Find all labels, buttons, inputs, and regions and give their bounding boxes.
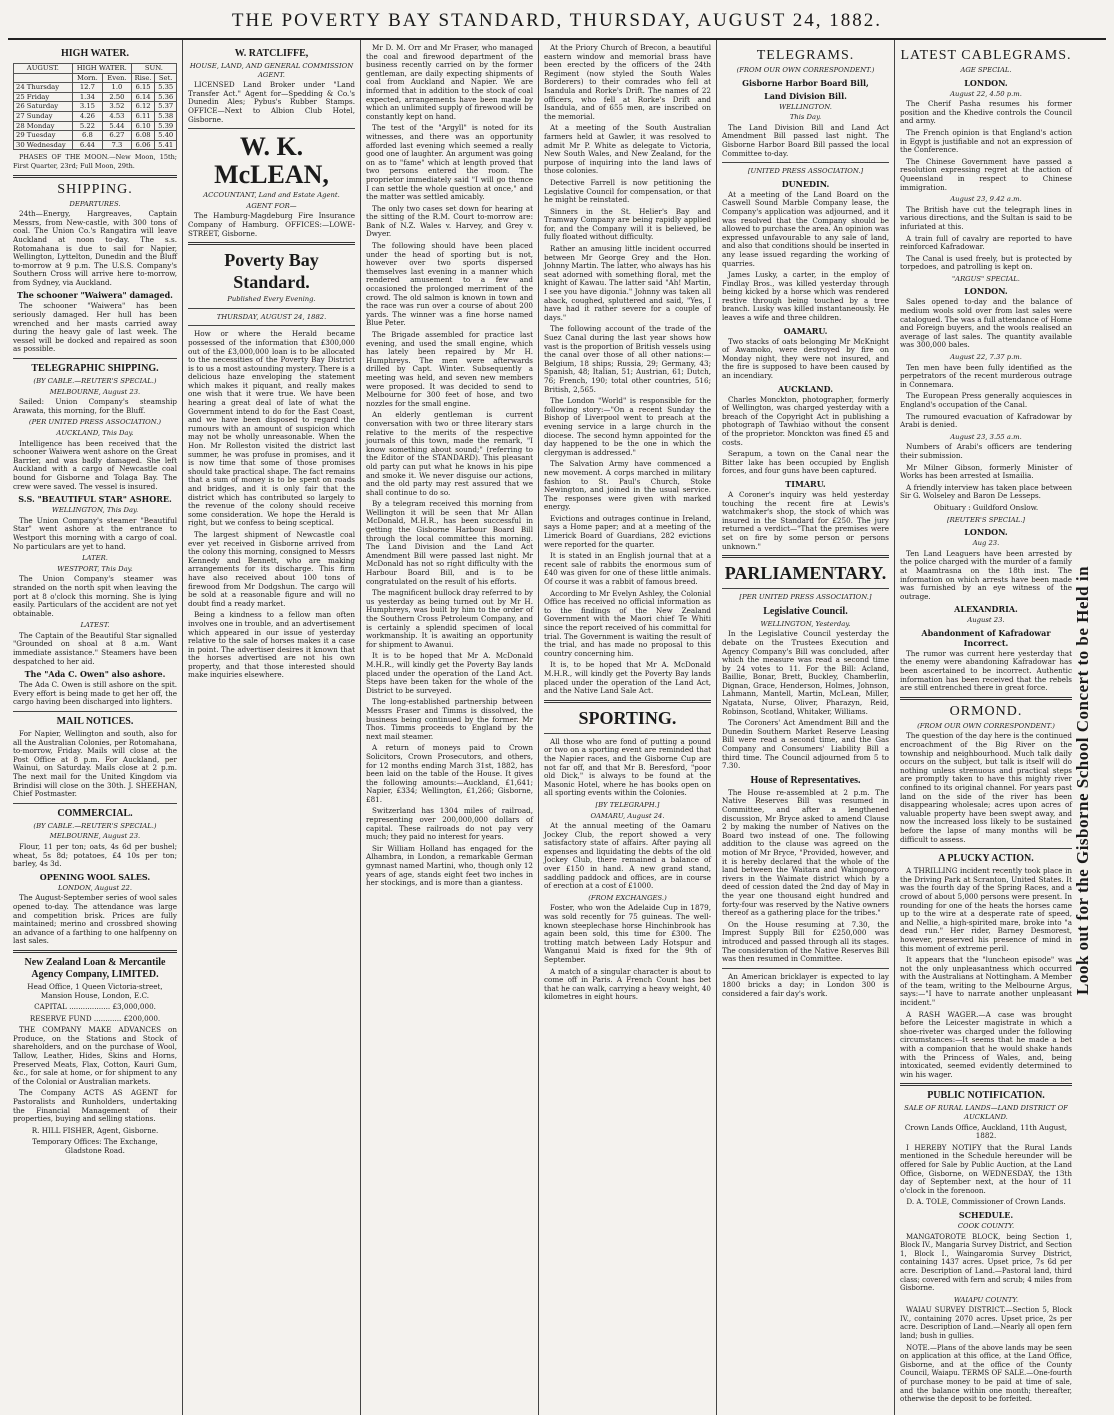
tide-cell: 6.8 (72, 131, 102, 141)
schedule-title: SCHEDULE. (958, 1209, 1014, 1220)
plucky-title: A PLUCKY ACTION. (938, 853, 1034, 865)
telegrams-title: TELEGRAMS. (756, 48, 855, 63)
nz-loan-text: THE COMPANY MAKE ADVANCES on Produce, on the Stations and Stock of shareholders, and on the purchase of Wool, Tallow, Leather, Hides, Skins and Horns, Preserved Meats, Flax, Cotton, Kauri Gum, &c., for sale at home, or for shipment to any of the Colonial or Australian markets. (13, 1025, 177, 1086)
tide-cell: 6.14 (131, 92, 155, 102)
london-dateline: LONDON. (964, 77, 1008, 88)
cable-date: August 23. (967, 616, 1005, 625)
tide-cell: 25 Friday (14, 92, 73, 102)
kafradowar-head: Abandonment of Kafradowar Incorrect. (921, 627, 1051, 648)
cable-item: The Cherif Pasha resumes his former position and the Khedive controls the Council and army. (900, 99, 1072, 126)
nz-loan-office: Head Office, 1 Queen Victoria-street, Mansion House, London, E.C. (27, 981, 163, 1000)
schedule-note: NOTE.—Plans of the above lands may be seen on application at this office, at the Land Office, Gisborne, and at the office of the County Council, Waiapu. TERMS OF SALE.—One-fourth of purchase money to be paid at time of sale, and the balance within one month; thereafter, otherwise the deposit to be forfeited. (900, 1343, 1072, 1404)
tide-header: SUN. (131, 64, 176, 74)
tide-header-row (14, 64, 177, 74)
melbourne-text: Sailed: Union Company's steamship Arawata, this morning, for the Bluff. (13, 397, 177, 415)
plucky-text-2: It appears that the "luncheon episode" was not the only unpleasantness which occurred with the Australians at Nottingham. A Member of the team, writing to the Melbourne Argus, says:—"I have to narrate another unpleasant incident." (900, 955, 1072, 1008)
local-item: The magnificent bullock dray referred to by us yesterday as being turned out by Mr H. Humphreys, was built by him to the order of the Southern Cross Petroleum Company, and is certainly a splendid specimen of local workmanship. It is awaiting an opportunity for shipment to Awanui. (366, 588, 533, 649)
timaru-text: A Coroner's inquiry was held yesterday touching the recent fire at Lewis's watchmaker's shop, the stock of which was insured in the Standard for £250. The jury returned a verdict—"That the premises were set on fire by some person or persons unknown." (722, 489, 889, 551)
tide-cell: 6.44 (72, 140, 102, 150)
land-bill-head: Land Division Bill. (764, 90, 847, 101)
beautiful-star-headline: S.S. "BEAUTIFUL STAR" ASHORE. (18, 494, 172, 505)
public-notice-text: I HEREBY NOTIFY that the Rural Lands mentioned in the Schedule hereunder will be offered for Sale by Public Auction, at the Land Office, Gisborne, on WEDNESDAY, the 13th day of September next, at the hour of 11 o'clock in the forenoon. (900, 1142, 1072, 1195)
local-item: It is to be hoped that Mr A. McDonald M.H.R., will kindly get the Poverty Bay lands placed under the operation of the Land Act. Steps have been taken for the whole of the District to be surveyed. (366, 651, 533, 695)
tide-row (14, 83, 177, 93)
age-special: AGE SPECIAL. (960, 66, 1012, 74)
shipping-text: 24th—Energy, Hargreaves, Captain Messrs, from New-castle, with 300 tons of coal. The Union Co.'s Rangatira will leave Auckland at noon to-day. The s.s. Rotomahana is due to sail for Napier, Wellington, Lyttelton, Dunedin and the Bluff to-morrow at 9 p.m. The U.S.S. Company's Southern Cross will arrive here to-morrow, from Sydney, via Auckland. (13, 209, 177, 287)
cook-county: COOK COUNTY. (957, 1221, 1015, 1230)
local-item: By a telegram received this morning from Wellington it will be seen that Mr Allan McDonald, M.H.R., has been successful in getting the Gisborne Harbour Board Bill through the local committee this morning. The Land Division and the Land Act Amendment Bill were passed last night. Mr McDonald has not so right difficulty with the Harbour Board Bill, and is to be congratulated on the result of his efforts. (366, 499, 533, 586)
tide-subheader-row (14, 73, 177, 83)
local-item: A return of moneys paid to Crown Solicitors, Crown Prosecutors, and others, for 12 months ending March 31st, 1882, has been laid on the table of the House. It gives the following amounts:—Auckland, £1,641; Napier, £334; Wellington, £1,266; Gisborne, £81. (366, 743, 533, 804)
column-4 (539, 40, 717, 1415)
cable-date: August 22, 7.37 p.m. (950, 353, 1022, 362)
ormond-correspondent: (FROM OUR OWN CORRESPONDENT.) (917, 721, 1055, 730)
cable-item: The European Press generally acquiesces in England's occupation of the Canal. (900, 391, 1072, 409)
nz-loan-agent: The Company ACTS AS AGENT for Pastoralists and Runholders, undertaking the Financial Management of their properties, buying and selling stations. (13, 1088, 177, 1124)
local-item: The long-established partnership between Messrs Fraser and Timms is dissolved, the business being continued by the former. Mr Thos. Timms proceeds to England by the next mail steamer. (366, 697, 533, 741)
news-item: The following account of the trade of the Suez Canal during the last year shows how vast is the proportion of British vessels using the canal over those of all other nations:—Belgium, 18 ships; Russia, 29; Germany, 43; Spanish, 48; Italian, 51; Austrian, 61; Dutch, 76; French, 190; total other countries, 516; British, 2,565. (544, 324, 711, 394)
cable-item: A train full of cavalry are reported to have reinforced Kafradowar. (900, 233, 1072, 252)
cable-item: Mr Milner Gibson, formerly Minister of Works has been arrested at Ismailia. (900, 462, 1072, 481)
local-item: The Brigade assembled for practice last evening, and used the small engine, which has lately been repaired by Mr H. Humphreys. The men were afterwards drilled by Capt. Winter. Subsequently a meeting was held, and seven new members were proposed. It was decided to send to Melbourne for 300 feet of hose, and two nozzles for the small engine. (366, 330, 533, 408)
tide-cell: 6.27 (103, 131, 132, 141)
cable-item: The rumoured evacuation of Kafradowar by Arabi is denied. (900, 411, 1072, 430)
tide-row (14, 131, 177, 141)
telegraphic-title: TELEGRAPHIC SHIPPING. (31, 363, 159, 375)
news-item: The London "World" is responsible for the following story:—"On a recent Sunday the Bishop of Liverpool went to preach at the evening service in a large church in the diocese. The second hymn appointed for the day happened to be the one in which the clergyman is addressed." (544, 396, 711, 457)
reuters-special: [REUTER'S SPECIAL.] (946, 515, 1026, 524)
tide-header: HIGH WATER. (72, 64, 131, 74)
tide-cell: 30 Wednesday (14, 140, 73, 150)
tide-cell: 2.50 (103, 92, 132, 102)
news-item: Detective Farrell is now petitioning the Legislative Council for compensation, or that he might be reinstated. (544, 177, 711, 205)
own-correspondent: (FROM OUR OWN CORRESPONDENT.) (736, 66, 875, 74)
ratcliffe-text: LICENSED Land Broker under "Land Transfer Act." Agent for—Spedding & Co.'s Dunedin Ales; Pybus's Rubber Stamps. OFFICE—Next to Albion Club Hotel, Gisborne. (188, 80, 355, 124)
obituary: Obituary : Guildford Onslow. (933, 502, 1039, 512)
wool-sales-title: OPENING WOOL SALES. (39, 871, 151, 882)
house-text: The House re-assembled at 2 p.m. The Native Reserves Bill was resumed in Committee, and after a lengthened discussion, Mr Bryce asked to amend Clause 2 by making the number of Natives on the Board two instead of one. The following addition to the clause was agreed on the motion of Mr Bryce, "Provided, however, and it is hereby declared that the whole of the land between the Waitara and Waingongoro rivers in the Waimate district which by a deed of cession dated the 2nd day of May in the year one thousand eight hundred and forty-four was reserved by the Native owners thereof as a gathering place for the tribes." (722, 787, 889, 918)
tide-cell: 1.34 (72, 92, 102, 102)
from-exchanges: (FROM EXCHANGES.) (588, 893, 667, 902)
tide-cell: 6.10 (131, 121, 155, 131)
tide-row (14, 92, 177, 102)
tide-body (14, 83, 177, 150)
masthead: THE POVERTY BAY STANDARD, THURSDAY, AUGUST 24, 1882. (8, 6, 1106, 40)
tide-subheader (14, 73, 73, 83)
tide-cell: 5.22 (72, 121, 102, 131)
mclean-text: The Hamburg-Magdeburg Fire Insurance Company of Hamburg. OFFICES:—LOWE-STREET, Gisborne. (188, 211, 355, 238)
cable-item: Ten Land Leaguers have been arrested by the police charged with the murder of a family at Maamtrasna on the 18th inst. The information on which arrests have been made was furnished by an eye witness of the outrage. (900, 548, 1072, 601)
ratcliffe-subtitle: HOUSE, LAND, AND GENERAL COMMISSION AGENT. (189, 62, 354, 79)
news-item: It is stated in an English journal that at a recent sale of rabbits the enormous sum of £40 was given for one of these little animals. Of course it was a rabbit of famous breed. (544, 551, 711, 587)
public-notice-signature: D. A. TOLE, Commissioner of Crown Lands. (906, 1197, 1066, 1207)
moon-phases: PHASES OF THE MOON.—New Moon, 15th; First Quarter, 23rd; Full Moon, 29th. (13, 153, 177, 170)
tide-cell: 5.44 (103, 121, 132, 131)
council-text: In the Legislative Council yesterday the debate on the Trustees Execution and Agency Company's Bill was concluded, after which the measure was read a second time by 24 votes to 11. For the Bill: Acland, Baillie, Bonar, Brett, Buckley, Chamberlin, Dignan, Grace, Henderson, Holmes, Johnson, Lahmann, Mantell, Martin, McLean, Miller, Ngatata, Nurse, Oliver, Pharazyn, Reid, Robinson, Scotland, Whitaker, Williams. (722, 629, 889, 716)
tide-cell: 5.41 (155, 140, 177, 150)
tide-subheader: Morn. (72, 73, 102, 83)
news-item: At a meeting of the South Australian farmers held at Gawler, it was resolved to admit Mr P. White as delegate to Victoria, New South Wales, and New Zealand, for the purpose of inquiring into the land laws of those colonies. (544, 123, 711, 176)
local-item: The following should have been placed under the head of sporting but is not, however over two sports dispersed themselves last evening in a manner which rendered amusement to a few and occasioned the prolonged merriment of the crowd. The old salmon is known in town and the race was run over a course of about 200 yards. The winner was a fine horse named Blue Peter. (366, 241, 533, 328)
tide-cell: 28 Monday (14, 121, 73, 131)
cable-item: The rumor was current here yesterday that the enemy were abandoning Kafradowar has been ascertained to be incorrect. Authentic information has been received that the rebels are still entrenched there in great force. (900, 648, 1072, 693)
cable-item: Numbers of Arabi's officers are tendering their submission. (900, 442, 1072, 460)
oamaru-text: Two stacks of oats belonging Mr McKnight of Awamoko, were destroyed by fire on Monday night, they were not insured, and the fire is supposed to have been caused by an incendiary. (722, 336, 889, 381)
ada-owen-text: The Ada C. Owen is still ashore on the spit. Every effort is being made to get her off, the cargo having been discharged into lighters. (13, 680, 177, 707)
columns (8, 40, 1106, 1415)
ada-owen-headline: The "Ada C. Owen" also ashore. (24, 669, 166, 680)
tide-row (14, 140, 177, 150)
wellington-dateline: WELLINGTON, This Day. (51, 506, 139, 515)
tide-cell: 29 Tuesday (14, 131, 73, 141)
press-credit: (PER UNITED PRESS ASSOCIATION.) (28, 418, 162, 427)
waiwera-text: The schooner "Waiwera" has been seriously damaged. Her hull has been wrenched and her masts carried away during the heavy gale of last week. The vessel will be docked and repaired as soon as possible. (13, 301, 177, 354)
house-text-2: On the House resuming at 7.30, the Imprest Supply Bill for £250,000 was introduced and passed through all its stages. The consideration of the Native Reserves Bill was then resumed in Committee. (722, 919, 889, 964)
paper-title: Poverty Bay Standard. (224, 250, 319, 293)
cable-item: The French opinion is that England's action in Egypt is justifiable and not an expression of the Conference. (900, 127, 1072, 155)
ratcliffe-title: W. RATCLIFFE, (234, 48, 309, 59)
mail-notices-title: MAIL NOTICES. (56, 716, 134, 728)
local-item: Sir William Holland has engaged for the Alhambra, in London, a remarkable German gymnast named Martini, who, though only 12 years of age, stands eight feet two inches in her stockings, and is more than a giantess. (366, 843, 533, 888)
editorial-3: Being a kindness to a fellow man often involves one in trouble, and an advertisement which appeared in our issue of yesterday relative to the sale of horses makes it a case in point. The advertiser desires it known that the horses advertised are not his own property, and that those interested should make inquiries elsewhere. (188, 610, 355, 680)
public-notice-sub: SALE OF RURAL LANDS—LAND DISTRICT OF AUCKLAND. (904, 1104, 1068, 1121)
commercial-title: COMMERCIAL. (57, 807, 133, 819)
tide-cell: 5.38 (155, 111, 177, 121)
beautiful-star-text: The Union Company's steamer "Beautiful Star" went ashore at the entrance to Westport this morning with a cargo of coal. No particulars are yet to hand. (13, 515, 177, 551)
cable-date: August 23, 9.42 a.m. (950, 195, 1022, 204)
cable-date: August 23, 3.55 a.m. (950, 432, 1022, 441)
vertical-advert: Look out for the Gisborne School Concert to be Held in (1073, 565, 1092, 995)
ormond-title: ORMOND. (949, 703, 1023, 719)
tide-cell: 3.52 (103, 102, 132, 112)
tide-subheader: Rise. (131, 73, 155, 83)
tide-cell: 5.37 (155, 102, 177, 112)
tide-cell: 5.35 (155, 83, 177, 93)
schedule-text-2: WAIAU SURVEY DISTRICT.—Section 5, Block IV., containing 2070 acres. Upset price, 2s per acre. Description of Land.—Nearly all open fern land; bush in gullies. (900, 1306, 1072, 1341)
tide-cell: 6.15 (131, 83, 155, 93)
mclean-title: ACCOUNTANT, Land and Estate Agent. (203, 191, 340, 200)
tide-subheader: Set. (155, 73, 177, 83)
dunedin-dateline: DUNEDIN. (781, 178, 830, 189)
news-item: Rather an amusing little incident occurred between Mr George Grey and the Hon. Johnny Martin. The latter, who always has his seat adorned with something floral, met the knight of Kawau. The latter said "Ah! Martin, I see you have digonia." Johnny was taken all aback, coughed, spluttered and said, "Yes, I have had it rather severe for a couple of days." (544, 244, 711, 322)
tide-subheader: Even. (103, 73, 132, 83)
departures: DEPARTURES. (69, 199, 121, 208)
cable-item: The Chinese Government have passed a resolution expressing regret at the action of Queensland in respect to Chinese immigration. (900, 156, 1072, 192)
tide-cell: 6.06 (131, 140, 155, 150)
sporting-text: All those who are fond of putting a pound or two on a sporting event are reminded that the Napier races, and the Gisborne Cup are not far off, and that Mr B. Beresford, "poor old Dick," is always to be found at the Masonic Hotel, where he has books open on all sporting events within the Colonies. (544, 736, 711, 798)
public-notice-office: Crown Lands Office, Auckland, 11th August, 1882. (904, 1122, 1068, 1141)
tide-cell: 24 Thursday (14, 83, 73, 93)
auckland-text: Charles Monckton, photographer, formerly of Wellington, was charged yesterday with a breach of the Copyright Act in publishing a photograph of Tawhiao without the consent of the proprietor. Monckton was fined £5 and costs. (722, 394, 889, 447)
news-item: According to Mr Evelyn Ashley, the Colonial Office has received no official information as to the findings of the New Zealand Government with the Maori chief Te Whiti since the report received of his committal for trial. The Government is waiting the result of the trial, and has made no proposal to this country concerning him. (544, 588, 711, 658)
parliamentary-credit: [PER UNITED PRESS ASSOCIATION.] (739, 593, 872, 602)
auckland-dateline: AUCKLAND. (777, 383, 834, 394)
later-label: LATER. (82, 554, 108, 563)
paper-date: THURSDAY, AUGUST 24, 1882. (216, 312, 327, 321)
westport-dateline: WESTPORT, This Day. (57, 564, 133, 573)
news-item: Sinners in the St. Helier's Bay and Tramway Company are being rapidly applied for, and the Company will it is believed, be fully floated without difficulty. (544, 206, 711, 242)
cable-item: Ten men have been fully identified as the perpetrators of the recent murderous outrage in Connemara. (900, 362, 1072, 389)
capital-line: CAPITAL .................. £3,000,000. (34, 1002, 156, 1012)
local-item: An elderly gentleman is current conversation with two or three literary stars relative to the merits of the respective journals of this town, made the remark, "I know something about sound;" (referring to the Editor of the STANDARD). This pleasant old party can put what he knows in his pipe and smoke it. We never disguise our actions, and the old party may rest assured that we shall continue to do so. (366, 410, 533, 497)
column-5 (717, 40, 895, 1415)
tide-row (14, 121, 177, 131)
latest-text: The Captain of the Beautiful Star signalled "Grounded on shoal at 8 a.m. Want immediate assistance." Steamers have been despatched to her aid. (13, 630, 177, 666)
parliamentary-title: PARLIAMENTARY. (724, 563, 887, 584)
cable-date: Aug 23. (972, 539, 1000, 548)
commercial-text: Flour, 11 per ton; oats, 4s 6d per bushel; wheat, 5s 8d; potatoes, £4 10s per ton; barley, 4s 3d. (13, 841, 177, 869)
mclean-name: W. K. McLEAN, (214, 132, 329, 190)
oamaru-dateline: OAMARU. (783, 325, 828, 336)
commercial-credit: (BY CABLE.—REUTER'S SPECIAL.) (33, 821, 157, 830)
london-dateline: LONDON. (964, 527, 1008, 538)
column-6 (895, 40, 1103, 1415)
public-notice-title: PUBLIC NOTIFICATION. (927, 1090, 1045, 1102)
fisher-address: Temporary Offices: The Exchange, Gladstone Road. (32, 1137, 158, 1155)
house-reps-head: House of Representatives. (750, 774, 861, 786)
cable-item: The Canal is used freely, but is protected by torpedoes, and patrolling is kept on. (900, 253, 1072, 272)
high-water-title: HIGH WATER. (61, 48, 129, 59)
tide-cell: 6.12 (131, 102, 155, 112)
tide-header: AUGUST. (14, 64, 73, 74)
news-item: The Salvation Army have commenced a new movement. A corps marched in military fashion to St. Paul's Church, Stoke Newington, and joined in the usual service. The responses were given with marked energy. (544, 459, 711, 512)
tide-cell: 5.40 (155, 131, 177, 141)
local-item: The only two cases set down for hearing at the sitting of the R.M. Court to-morrow are: Bank of N.Z. Wales v. Harvey, and Grey v. Dwyer. (366, 203, 533, 239)
tide-cell: 6.11 (131, 111, 155, 121)
wool-sales-text: The August-September series of wool sales opened to-day. The attendance was large and competition brisk. Prices are fully maintained; merino and crossbred showing an advance of a farthing to one halfpenny on last sales. (13, 893, 177, 946)
dunedin-text: At a meeting of the Land Board on the Caswell Sound Marble Company lease, the Company's application was adjourned, and it was resolved that the Company should be allowed to purchase the area. An opinion was expressed unfavourable to any sale of land, and also that conditions should be inserted in any lease issued regarding the working of quarries. (722, 189, 889, 268)
local-item: Switzerland has 1304 miles of railroad, representing over 200,000,000 dollars of capital. These railroads do not pay very much; they paid no interest for years. (366, 806, 533, 842)
editorial-2: The largest shipment of Newcastle coal ever yet received in Gisborne arrived from the colony this morning, consigned to Messrs Kennedy and Bennett, who are making arrangements for its discharge. This firm have also received about 100 tons of firewood from Mr Dodgshun. The cargo will be sold at a reasonable figure and will no doubt find a ready market. (188, 529, 355, 608)
oamaru-dateline: OAMARU, August 24. (590, 811, 665, 820)
shipping-title: SHIPPING. (57, 181, 133, 197)
auckland-dateline: AUCKLAND, This Day. (56, 429, 134, 437)
tide-cell: 26 Saturday (14, 102, 73, 112)
schedule-text: MANGATOROTE BLOCK, being Section 1, Block IV., Mangaria Survey District, and Section 1, Block I., Waingaromia Survey District, containing 1437 acres. Upset price, 7s 6d per acre. Description of Land.—Pastoral land, third class; covered with fern and scrub; 4 miles from Gisborne. (900, 1232, 1072, 1293)
legislative-council-head: Legislative Council. (763, 605, 848, 617)
tide-cell: 1.0 (103, 83, 132, 93)
tide-cell: 4.53 (103, 111, 132, 121)
nz-loan-title: New Zealand Loan & Mercantile Agency Company, LIMITED. (24, 956, 166, 980)
auckland-text: Intelligence has been received that the schooner Waiwera went ashore on the Great Barrier, and was badly damaged. She left Auckland with a cargo of Newcastle coal bound for Gisborne and Tolaga Bay. The crew were saved. The vessel is insured. (13, 438, 177, 491)
mail-notices-text: For Napier, Wellington and south, also for all the Australian Colonies, per Rotomahana, to-morrow, Friday. Mails will close at the Post Office at 8 p.m. For Auckland, per Wainui, on Saturday. Mails close at 2 p.m. The next mail for the United Kingdom via Brindisi will close on the 30th. J. SHEEHAN, Chief Postmaster. (13, 729, 177, 799)
auckland-text-2: Serapum, a town on the Canal near the Bitter lake has been occupied by English forces, and four guns have been captured. (722, 449, 889, 476)
mclean-agent: AGENT FOR— (246, 201, 297, 210)
oamaru-sporting-text: At the annual meeting of the Oamaru Jockey Club, the report showed a very satisfactory state of affairs. After paying all expenses and liquidating the debts of the old Jockey Club, there remained a balance of over £150 in hand. A new grand stand, saddling paddock and offices, are in course of erection at a cost of £1000. (544, 821, 711, 891)
tide-cell: 27 Sunday (14, 111, 73, 121)
editorial-1: How or where the Herald became possessed of the information that £300,000 out of the £3,000,000 loan is to be allocated to the necessities of the Poverty Bay District is to us a most astounding mystery. There is a delicious haze enveloping the statement which makes it piquant, and really makes one wish that it were true. We have been hearing a great deal of late of what the Government intend to do for the East Coast, and we have been disposed to regard the rumours with an amount of suspicion which may not be wholly unreasonable. When the Hon. Mr Rolleston visited the district last summer, he was profuse in promises, and it is now time that some of those promises should take practical shape. The fact remains that a sum of money is to be spent on roads and bridges, and it is only fair that the district which has contributed so largely to the revenue of the colony should receive some consideration. We hope the Herald is right, but we confess to being sceptical. (188, 329, 355, 528)
london-dateline: LONDON. (964, 286, 1008, 297)
ormond-text: The question of the day here is the continued encroachment of the Big River on the township and neighbourhood. Much talk daily occurs on the subject, but talk is itself will do nothing unless strenuous and practical steps are promptly taken to have this mighty river confined to its original channel. For years past land on the side of the river has been disappearing wholesale; acres upon acres of valuable property have been swept away, and now the increased loss likely to be sustained before the lapse of many months will be difficult to assess. (900, 731, 1072, 844)
tide-cell: 12.7 (72, 83, 102, 93)
cables-title: LATEST CABLEGRAMS. (900, 48, 1072, 63)
council-text-2: The Coroners' Act Amendment Bill and the Dunedin Southern Market Reserve Leasing Bill were read a second time, and the Gas Company and Consumers' Liability Bill a third time. The Council adjourned from 5 to 7.30. (722, 718, 889, 771)
alexandria-dateline: ALEXANDRIA. (954, 604, 1018, 615)
tide-cell: 5.39 (155, 121, 177, 131)
paper-subtitle: Published Every Evening. (227, 295, 316, 304)
latest-label: LATEST. (80, 621, 110, 630)
cable-item: A friendly interview has taken place between Sir G. Wolseley and Baron De Lesseps. (900, 482, 1072, 501)
harbour-bill-head: Gisborne Harbor Board Bill, (742, 77, 869, 88)
cable-item: The British have cut the telegraph lines in various directions, and the Sultan is said to be infuriated at this. (900, 204, 1072, 231)
tide-cell: 6.08 (131, 131, 155, 141)
cable-date: August 22, 4.50 p.m. (950, 89, 1022, 98)
tide-table (13, 63, 177, 150)
column-2 (183, 40, 361, 1415)
footer-item: An American bricklayer is expected to lay 1800 bricks a day; in London 300 is considered a fair day's work. (722, 971, 889, 998)
local-item: Mr D. M. Orr and Mr Fraser, who managed the coal and firewood department of the business recently carried on by the former gentleman, are daily expecting shipments of coal from Auckland and Napier. We are informed that in addition to the stock of coal expected, arrangements have been made by which an unlimited supply of firewood will be constantly kept on hand. (366, 43, 533, 121)
tide-row (14, 111, 177, 121)
melbourne-dateline: MELBOURNE, August 23. (49, 387, 141, 396)
tide-row (14, 102, 177, 112)
waiwera-headline: The schooner "Waiwera" damaged. (17, 290, 173, 301)
timaru-dateline: TIMARU. (785, 478, 826, 489)
reuter-credit: (BY CABLE.—REUTER'S SPECIAL.) (33, 377, 157, 386)
harbour-text: The Land Division Bill and Land Act Amendment Bill passed last night. The Gisborne Harbor Board Bill passed the local Committee to-day. (722, 122, 889, 158)
by-telegraph: [BY TELEGRAPH.] (595, 800, 660, 809)
this-day: This Day. (789, 113, 822, 122)
westport-text: The Union Company's steamer was stranded on the north spit when leaving the port at 8 o'clock this morning. She is lying easily. Particulars of the accident are not yet obtainable. (13, 574, 177, 618)
parliamentary-dateline: WELLINGTON, Yesterday. (760, 619, 851, 628)
column-1 (8, 40, 183, 1415)
dunedin-text-2: James Lusky, a carter, in the employ of Findlay Bros., was killed yesterday through being kicked by a horse which was rendered restive through being touched by a tree branch. Lusky was killed instantaneously. He leaves a wife and three children. (722, 270, 889, 323)
tide-cell: 3.15 (72, 102, 102, 112)
argus-special: "ARGUS" SPECIAL. (952, 274, 1020, 283)
local-item: The test of the "Argyll" is noted for its witnesses, and there was an opportunity afforded last evening which seemed a really good one of laughter. An argument was going on as to "fame" which at length proved that two persons entered the room. The proprietor immediately said "I will go thence I can settle the whole question at once," and the matter was settled amicably. (366, 123, 533, 202)
rash-wager-text: A RASH WAGER.—A case was brought before the Leicester magistrate in which a shoe-riveter was charged under the following circumstances:—It seems that he made a bet with a companion that he would shake hands with the Princess of Wales, and, being intoxicated, seemed evidently determined to win his wager. (900, 1009, 1072, 1079)
waiapu-county: WAIAPU COUNTY. (953, 1295, 1019, 1304)
tide-cell: 4.26 (72, 111, 102, 121)
exchanges-text: Foster, who won the Adelaide Cup in 1879, was sold recently for 75 guineas. The well-known steeplechase horse Hinchinbrook has again been sold, this time for £300. The trotting match between Lady Hotspur and Wanganui Maid is fixed for the 9th of September. (544, 903, 711, 964)
reserve-line: RESERVE FUND ............ £200,000. (29, 1013, 161, 1023)
commercial-dateline: MELBOURNE, August 23. (49, 832, 141, 841)
column-3 (361, 40, 539, 1415)
tide-cell: 5.36 (155, 92, 177, 102)
tide-cell: 7.3 (103, 140, 132, 150)
news-item: At the Priory Church of Brecon, a beautiful eastern window and memorial brass have been erected by the officers of the 24th Regiment (now styled the South Wales Borderers) to their comrades who fell at Isandula and Rorke's Drift. The names of 22 officers, who fell at Rorke's Drift and Isandula, and of 655 men, are inscribed on the memorial. (544, 43, 711, 121)
upa-credit: [UNITED PRESS ASSOCIATION.] (747, 167, 864, 176)
sporting-title: SPORTING. (578, 707, 677, 728)
wool-dateline: LONDON, August 22. (57, 883, 133, 892)
fisher-name: R. HILL FISHER, Agent, Gisborne. (31, 1125, 159, 1135)
news-item: It is, to be hoped that Mr A. McDonald M.H.R., will kindly get the Poverty Bay lands placed under the operation of the Land Act, and the Native Land Sale Act. (544, 660, 711, 696)
exchanges-text-2: A match of a singular character is about to come off in Paris. A French Count has bet that he can walk, carrying a heavy weight, 40 kilometres in eight hours. (544, 966, 711, 1002)
wellington-dateline: WELLINGTON. (779, 102, 832, 111)
plucky-text: A THRILLING incident recently took place in the Driving Park at Scranton, United States. It was the fourth day of the Spring Races, and a crowd of about 5,000 persons were present. In rounding for one of the heats the horses came up to the wire at a desperate rate of speed, and Nellie, a high-spirited mare, broke into "a dead run." Her rider, Barney Desmorest, however, preserved his presence of mind in this moment of extreme peril. (900, 866, 1072, 953)
cable-item: Sales opened to-day and the balance of medium wools sold over from last sales were catalogued. The was a full attendance of Home and Foreign buyers, and the wools realised an average of last sales. The quantity available was 300,000 bales. (900, 297, 1072, 350)
news-item: Evictions and outrages continue in Ireland, says a Home paper; and at a meeting of the Limerick Board of Guardians, 282 evictions were reported for the quarter. (544, 513, 711, 549)
